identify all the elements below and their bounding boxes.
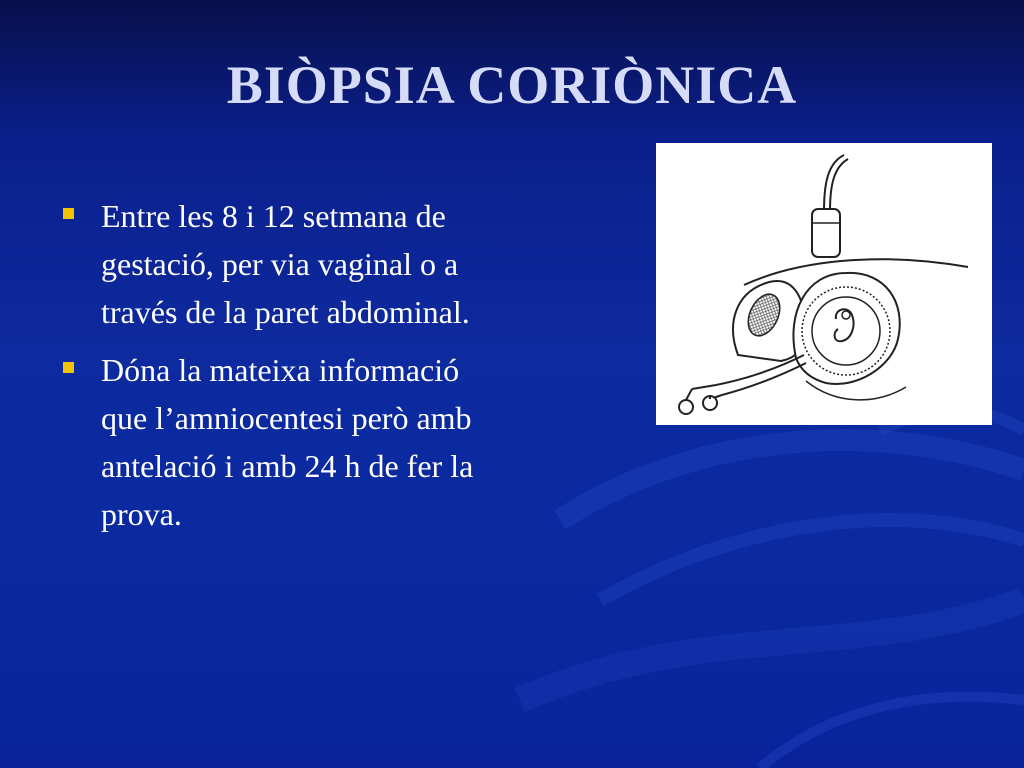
- bullet-list: [58, 192, 498, 548]
- bullet-text: Dóna la mateixa informació que l’amniocentesi però amb antelació i amb 24 h de fer la prova.: [101, 352, 474, 532]
- bullet-item: [58, 346, 498, 538]
- square-bullet-icon: [63, 208, 74, 219]
- square-bullet-icon: [63, 362, 74, 373]
- forceps-ring-left: [679, 400, 693, 414]
- chorionic-biopsy-illustration: [656, 143, 992, 425]
- bullet-item: [58, 192, 498, 336]
- biopsy-diagram: [656, 143, 992, 425]
- bullet-text: Entre les 8 i 12 setmana de gestació, per via vaginal o a través de la paret abdominal.: [101, 198, 470, 330]
- ultrasound-probe: [812, 209, 840, 257]
- slide-title: BIÒPSIA CORIÒNICA: [226, 55, 798, 115]
- body-contour: [806, 381, 906, 400]
